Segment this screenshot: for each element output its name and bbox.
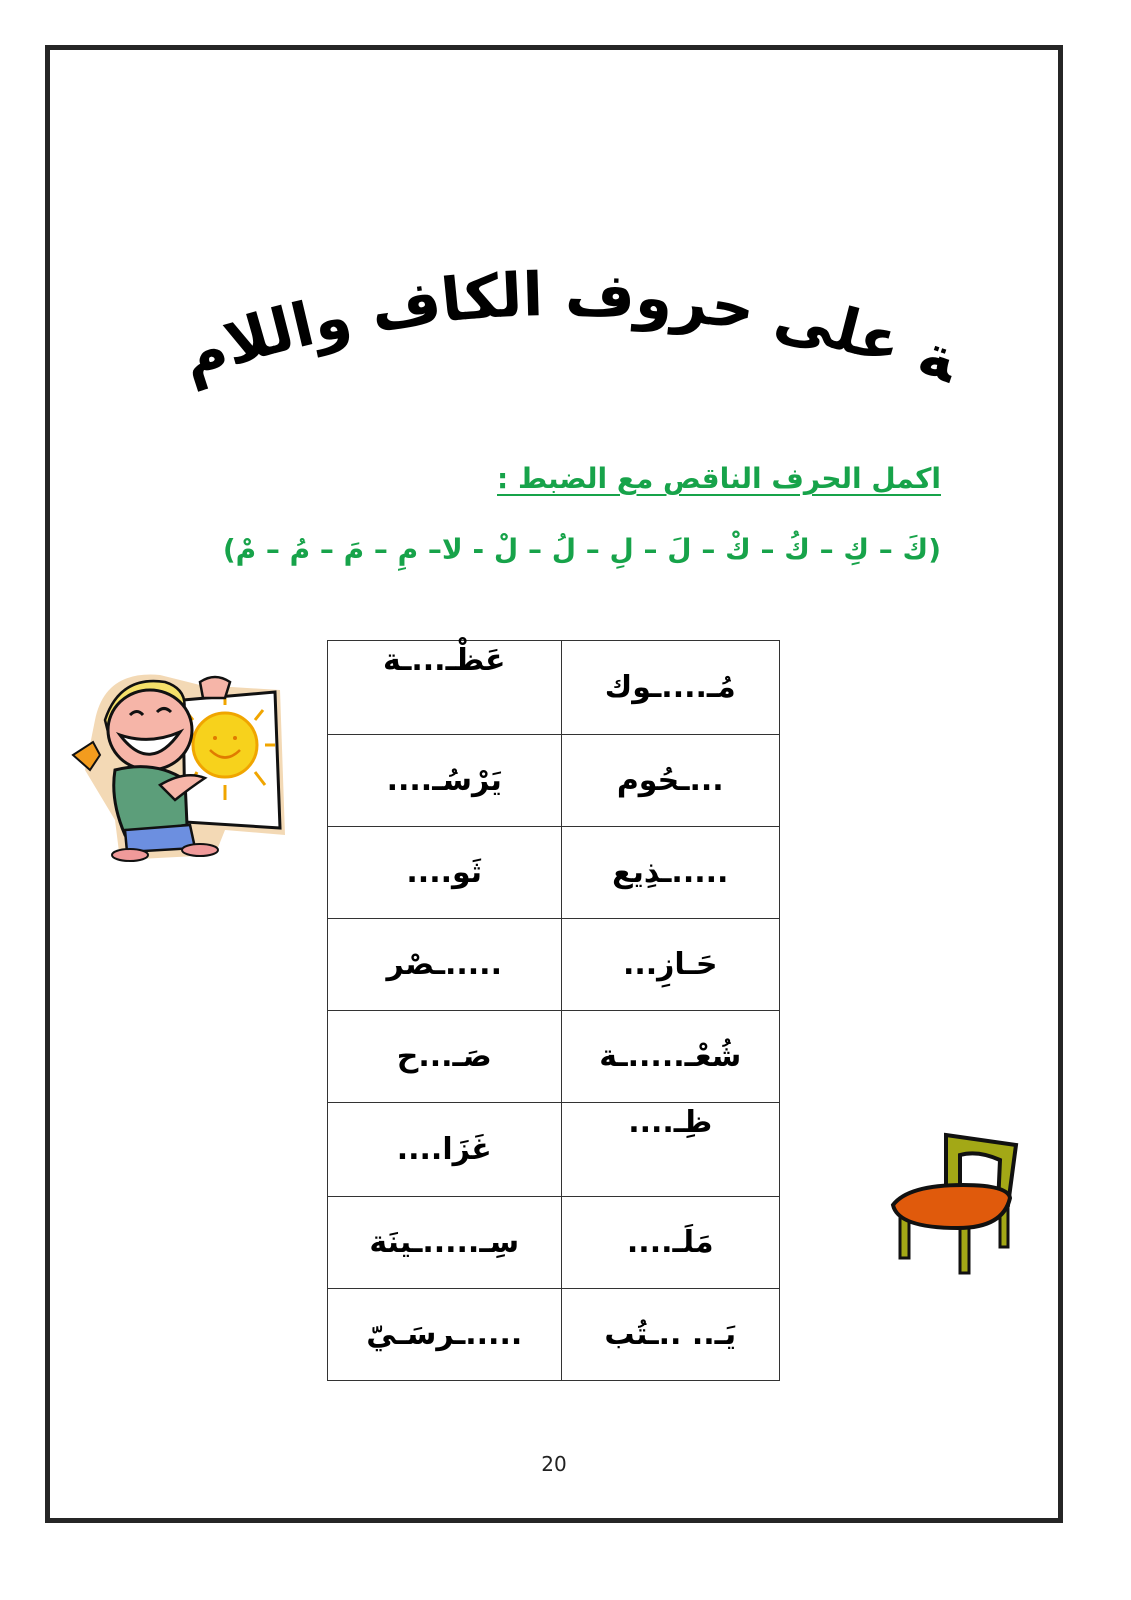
- word-cell[interactable]: .....ـرسَـيّ: [328, 1289, 562, 1381]
- word-cell[interactable]: ظِـ....: [561, 1103, 780, 1197]
- table-row: [328, 827, 780, 919]
- word-cell[interactable]: يَـ.. ..ـتُب: [561, 1289, 780, 1381]
- word-cell[interactable]: سِـ.....ـينَة: [328, 1197, 562, 1289]
- words-table: [327, 640, 780, 1381]
- girl-illustration-icon: [65, 660, 290, 865]
- word-cell[interactable]: مُـ....ـوك: [561, 641, 780, 735]
- word-cell[interactable]: مَلَـ....: [561, 1197, 780, 1289]
- word-cell[interactable]: حَـازِ...: [561, 919, 780, 1011]
- table-row: [328, 1103, 780, 1197]
- table-row: [328, 919, 780, 1011]
- table-row: [328, 1197, 780, 1289]
- table-row: [328, 641, 780, 735]
- instruction-heading: اكمل الحرف الناقص مع الضبط :: [497, 462, 941, 495]
- word-cell[interactable]: شُعْـ.....ـة: [561, 1011, 780, 1103]
- word-cell[interactable]: غَزَا....: [328, 1103, 562, 1197]
- table-row: [328, 1011, 780, 1103]
- word-cell[interactable]: يَرْسُـ....: [328, 735, 562, 827]
- title-arc: [116, 210, 967, 405]
- letters-list: (كَ – كِ – كُ – كْ – لَ – لِ – لُ – لْ - لا– مِ – مَ – مُ – مْ): [222, 533, 941, 566]
- table-row: [328, 1289, 780, 1381]
- page-title: [116, 210, 967, 405]
- word-cell[interactable]: عَظْـ...ـة: [328, 641, 562, 735]
- chair-illustration-icon: [888, 1130, 1023, 1275]
- table-row: [328, 735, 780, 827]
- page-number: 20: [541, 1452, 567, 1476]
- word-cell[interactable]: صَـ...ح: [328, 1011, 562, 1103]
- title-text: مراجعة على حروف الكاف واللام والميم: [116, 210, 967, 401]
- word-cell[interactable]: .....ـصْر: [328, 919, 562, 1011]
- word-cell[interactable]: ...ـحُوم: [561, 735, 780, 827]
- word-cell[interactable]: ثَو....: [328, 827, 562, 919]
- word-cell[interactable]: .....ـذِيع: [561, 827, 780, 919]
